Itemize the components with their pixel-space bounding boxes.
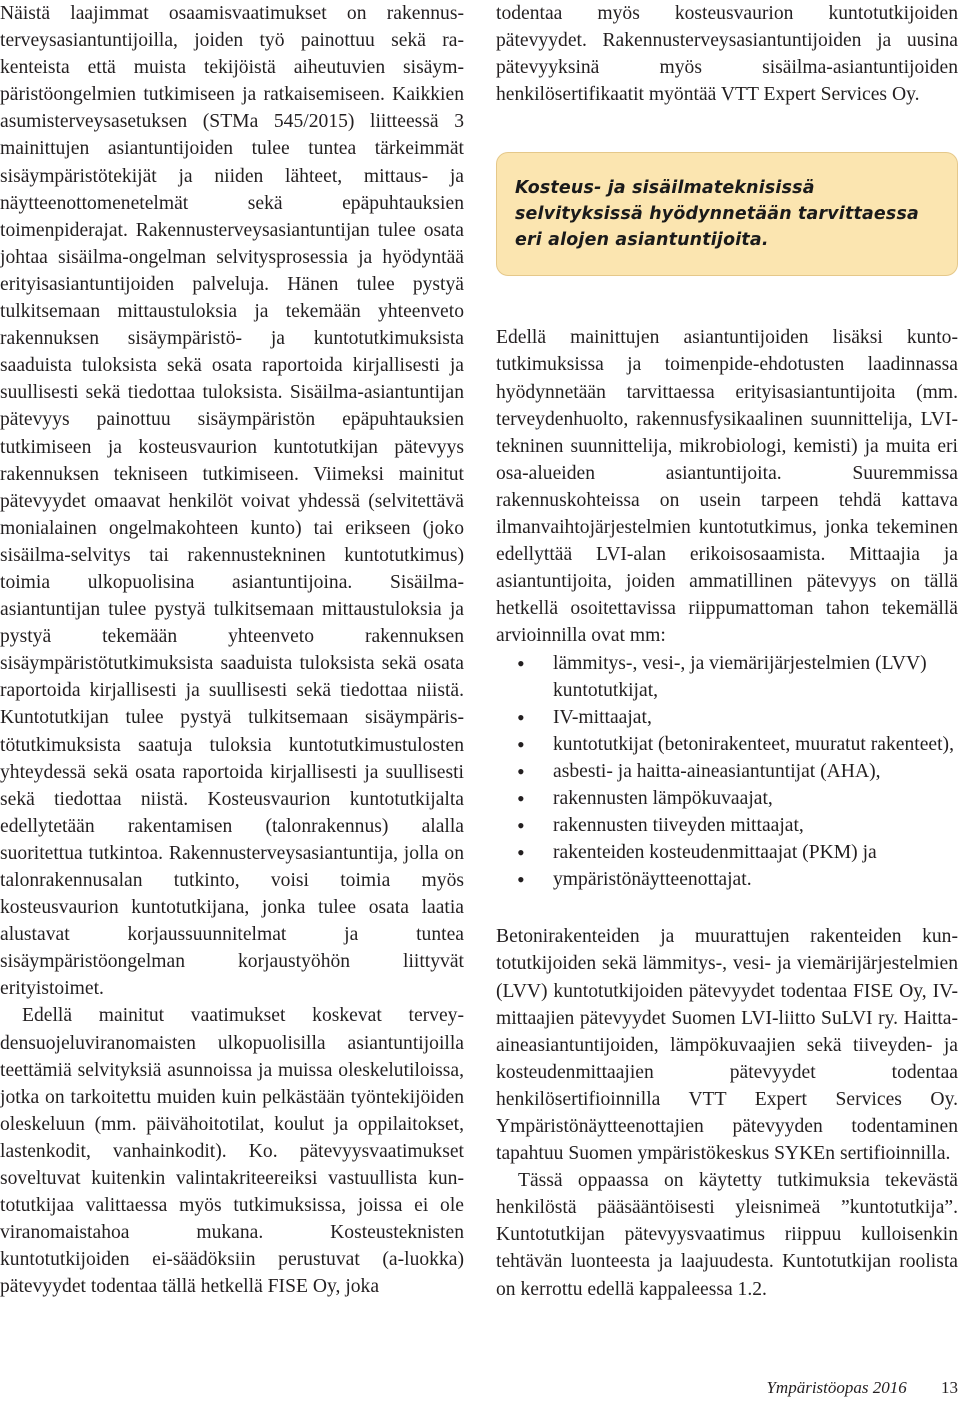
paragraph-vtt-certificates: todentaa myös kosteusvaurion kuntotutkijoiden pätevyydet. Rakennusterveysasiantuntijoiden ja uusina pätevyyksinä myös sisäilma-asiantuntijoiden henkilösertifikaatit myöntää VTT Expert Services Oy. <box>496 3 958 106</box>
list-item: • lämmitys-, vesi-, ja viemärijärjestelmien (LVV) kuntotutkijat, <box>496 650 958 704</box>
paragraph-certifying-bodies: Betonirakenteiden ja muurattujen rakenteiden kuntotutkijoiden sekä lämmitys-, vesi- ja viemärijärjestelmien (LVV) kuntotutkijoiden pätevyydet todentaa FISE Oy, IV-mittaajien pätevyydet Suomen LVI-liitto SuLVI ry. Haitta-aineasiantuntijoiden, lämpökuvaajien sekä tiiveyden- ja kosteudenmittaajien pätevyydet todentaa henkilösertifioinnilla VTT Expert Services Oy. Ympäristönäytteenottajien pätevyyden todentaminen tapahtuu Suomen ympäristökeskus SYKEn sertifioinnilla. <box>496 926 958 1165</box>
list-item: • rakennusten tiiveyden mittaajat, <box>496 812 958 839</box>
highlight-callout-box <box>496 152 958 276</box>
list-item: • rakennusten lämpökuvaajat, <box>496 785 958 812</box>
list-item: • asbesti- ja haitta-aineasiantuntijat (AHA), <box>496 758 958 785</box>
list-item: • rakenteiden kosteudenmittaajat (PKM) ja <box>496 839 958 866</box>
paragraph-kuntotutkija-term: Tässä oppaassa on käytetty tutkimuksia tekevästä henkilöstä pääsääntöisesti yleisnimeä ”kuntotutkija”. Kuntotutkijan pätevyysvaatimus riippuu kulloisenkin tehtävän luonteesta ja laajuudesta. Kuntotutkijan roolista on kerrottu edellä kappaleessa 1.2. <box>496 1170 958 1300</box>
callout-text: Kosteus- ja sisäilmateknisissä selvityksissä hyödynnetään tarvittaessa eri alojen asiantuntijoita. <box>515 178 919 251</box>
publication-name: Ympäristöopas 2016 <box>766 1378 907 1397</box>
page-footer <box>760 1377 958 1399</box>
page-number: 13 <box>941 1378 958 1397</box>
list-item: • kuntotutkijat (betonirakenteet, muuratut rakenteet), <box>496 731 958 758</box>
list-item: • ympäristönäytteenottajat. <box>496 866 958 893</box>
list-item: • IV-mittaajat, <box>496 704 958 731</box>
paragraph-requirements-scope: Edellä mainitut vaatimukset koskevat terveydensuojeluviranomaisten ulkopuolisilla asiantuntijoilla teettämiä selvityksiä asunnoissa ja muissa oleskelutiloissa, jotka on tarkoitettu muiden kuin pelkästään työntekijöiden oleskeluun (mm. päivähoitotilat, koulut ja oppilaitokset, lastenkodit, vanhainkodit). Ko. pätevyysvaatimukset soveltuvat kuitenkin valintakriteereiksi vastuullista kuntotutkijaa valittaessa myös tutkimuksissa, joissa ei ole viranomaistahoa mukana. Kosteusteknisten kuntotutkijoiden ei-säädöksiin perustuvat (a-luokka) pätevyydet todentaa tällä hetkellä FISE Oy, joka <box>0 1005 464 1298</box>
paragraph-special-experts: Edellä mainittujen asiantuntijoiden lisäksi kuntotutkimuksissa ja toimenpide-ehdotusten laadinnassa hyödynnetään tarvittaessa erityisasiantuntijoita (mm. terveydenhuolto, rakennusfysikaalinen suunnittelija, LVI-tekninen suunnittelija, mikrobiologi, kemisti) ja muita eri osa-alueiden asiantuntijoita. Suuremmissa rakennuskohteissa on usein tarpeen tehdä kattava ilmanvaihtojärjestelmien kuntotutkimus, jonka tekeminen edellyttää LVI-alan erikoisosaamista. Mittaajia ja asiantuntijoita, joiden ammatillinen pätevyys on tällä hetkellä osoitettavissa riippumattoman tahon tekemällä arvioinnilla ovat mm: <box>496 327 958 647</box>
qualified-experts-list <box>496 650 958 894</box>
right-column <box>496 0 958 1303</box>
paragraph-qualification-requirements: Näistä laajimmat osaamisvaatimukset on rakennusterveysasiantuntijoilla, joiden työ painottuu sekä rakenteista että muista tekijöistä aiheutuvien sisäympäristöongelmien tutkimiseen ja ratkaisemiseen. Kaikkien asumisterveysasetuksen (STMa 545/2015) liitteessä 3 mainittujen asiantuntijoiden tulee tuntea tärkeimmät sisäympäristötekijät ja niiden lähteet, mittaus- ja näytteenottomenetelmät sekä epäpuhtauksien toimenpiderajat. Rakennusterveysasiantuntijan tulee osata johtaa sisäilma-ongelman selvitysprosessia ja hyödyntää erityisasiantuntijoiden palveluja. Hänen tulee pystyä tulkitsemaan mittaustuloksia ja tekemään yhteenveto rakennuksen sisäympäristö- ja kuntotutkimuksista saaduista tuloksista sekä osata raportoida kirjallisesti ja suullisesti sekä tiedottaa tuloksista. Sisäilma-asiantuntijan pätevyys painottuu sisäympäristön epäpuhtauksien tutkimiseen ja kosteusvaurion kuntotutkijan pätevyys rakennuksen tekniseen tutkimiseen. Viimeksi mainitut pätevyydet omaavat henkilöt voivat yhdessä (selvitettävä monialainen ongelmakohteen kunto) tai erikseen (joko sisäilma-selvitys tai rakennustekninen kuntotutkimus) toimia ulkopuolisina asiantuntijoina. Sisäilma-asiantuntijan tulee pystyä tulkitsemaan mittaustuloksia ja pystyä tekemään yhteenveto rakennuksen sisäympäristötutkimuksista saaduista tuloksista sekä osata raportoida kirjallisesti ja suullisesti sekä tiedottaa niistä. Kuntotutkijan tulee pystyä tulkitsemaan sisäympäristötutkimuksista saatuja tuloksia kuntotutkimustulosten yhteydessä sekä osata raportoida kirjallisesti ja suullisesti sekä tiedottaa niistä. Kosteusvaurion kuntotutkijalta edellytetään rakentamisen (talonrakennus) alalla suoritettua tutkintoa. Rakennusterveysasiantuntija, jolla on talonrakennusalan tutkinto, voisi toimia myös kosteusvaurion kuntotutkijana, jonka tulee osata laatia alustavat korjaussuunnitelmat ja tuntea sisäympäristöongelman korjaustyöhön liittyvät erityistoimet. <box>0 3 464 1000</box>
left-column <box>0 0 464 1301</box>
